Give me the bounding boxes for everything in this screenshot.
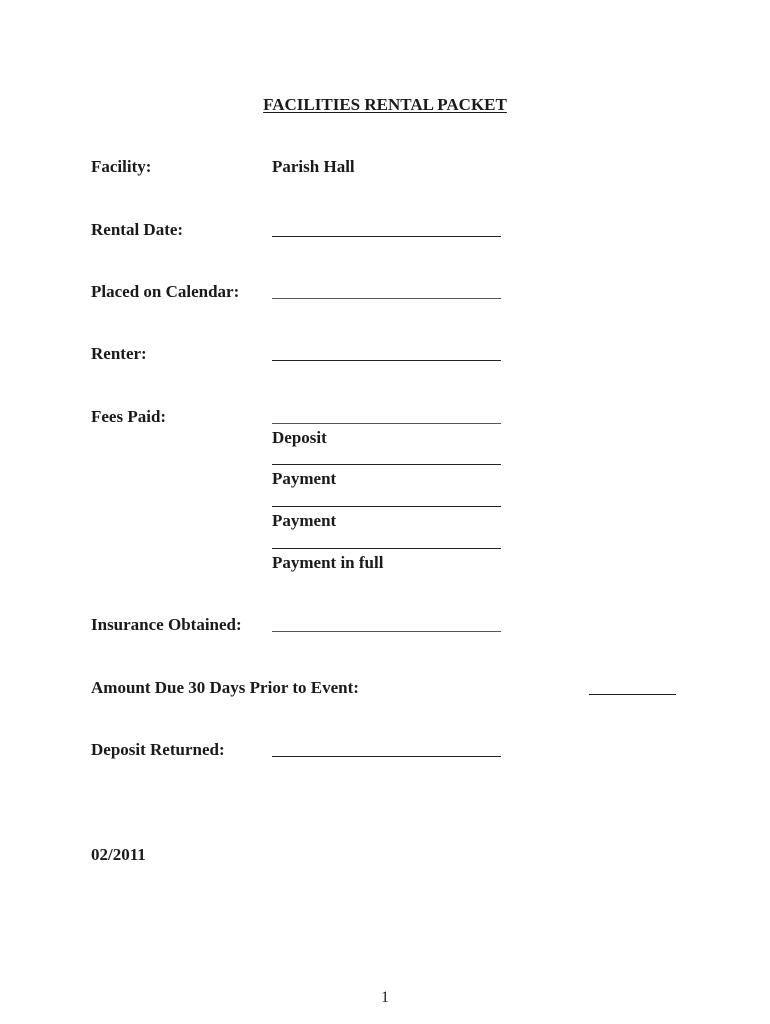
page-number: 1	[381, 989, 389, 1006]
insurance-obtained-label: Insurance Obtained:	[91, 615, 242, 634]
facility-label: Facility:	[91, 157, 152, 176]
amount-due-blank[interactable]	[589, 694, 676, 695]
fee-item-payment-1: Payment	[272, 469, 337, 488]
renter-blank[interactable]	[272, 360, 501, 361]
placed-on-calendar-label: Placed on Calendar:	[91, 282, 240, 301]
fee-item-payment-in-full: Payment in full	[272, 553, 384, 572]
revision-date: 02/2011	[91, 845, 146, 864]
payment-in-full-blank[interactable]	[272, 548, 501, 549]
insurance-obtained-blank[interactable]	[272, 631, 501, 632]
rental-date-blank[interactable]	[272, 236, 501, 237]
renter-label: Renter:	[91, 344, 147, 363]
fee-item-payment-2: Payment	[272, 511, 337, 530]
amount-due-label: Amount Due 30 Days Prior to Event:	[91, 678, 359, 697]
deposit-returned-label: Deposit Returned:	[91, 740, 225, 759]
rental-date-label: Rental Date:	[91, 220, 184, 239]
fees-paid-label: Fees Paid:	[91, 407, 167, 426]
payment-1-blank[interactable]	[272, 464, 501, 465]
deposit-blank[interactable]	[272, 423, 501, 424]
payment-2-blank[interactable]	[272, 506, 501, 507]
deposit-returned-blank[interactable]	[272, 756, 501, 757]
document-title-text: FACILITIES RENTAL PACKET	[263, 95, 507, 114]
facility-value: Parish Hall	[272, 157, 355, 176]
document-title	[0, 95, 770, 115]
fee-item-deposit: Deposit	[272, 428, 327, 447]
placed-on-calendar-blank[interactable]	[272, 298, 501, 299]
